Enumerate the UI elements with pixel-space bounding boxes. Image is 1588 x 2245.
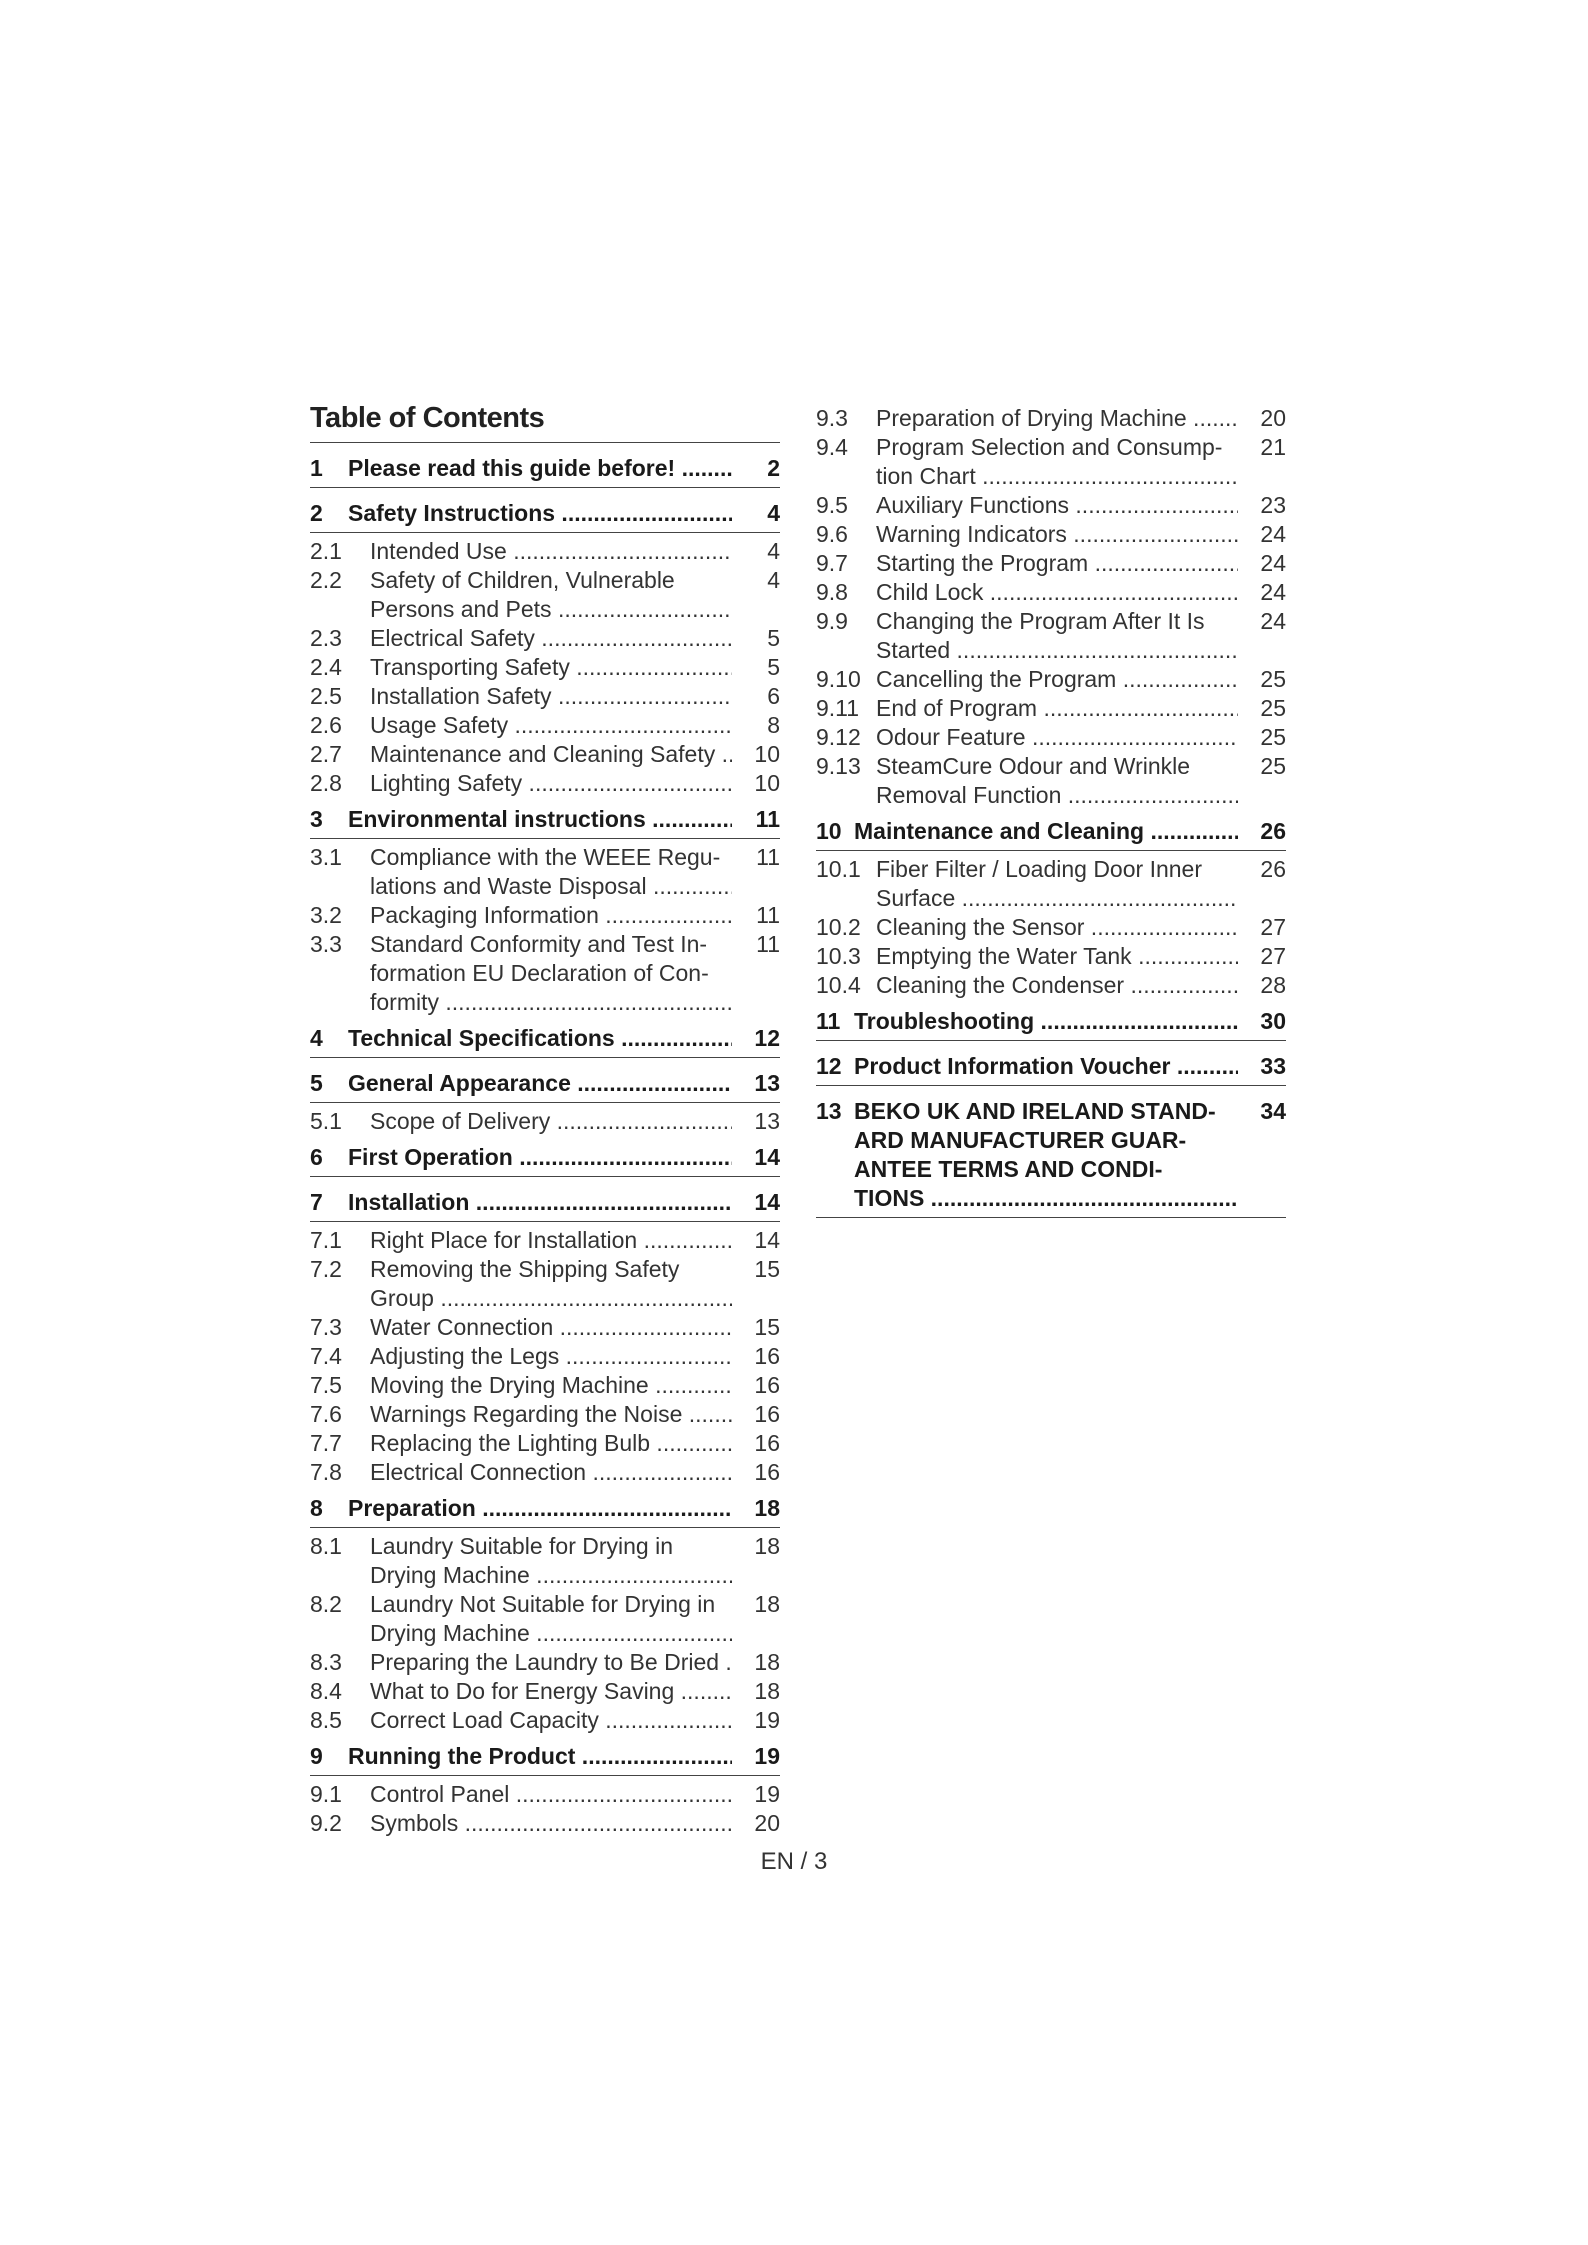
page-footer: EN / 3 bbox=[760, 1848, 828, 1875]
toc-section-entry[interactable] bbox=[310, 1226, 780, 1255]
toc-chapter-entry[interactable] bbox=[310, 1017, 780, 1058]
toc-chapter-entry[interactable] bbox=[310, 1735, 780, 1776]
entry-number: 9.10 bbox=[816, 666, 861, 692]
entry-page-number: 11 bbox=[756, 844, 780, 870]
toc-section-entry[interactable] bbox=[310, 1532, 780, 1590]
toc-section-entry[interactable] bbox=[816, 607, 1286, 665]
entry-number: 10.3 bbox=[816, 943, 861, 969]
entry-title bbox=[370, 682, 732, 711]
entry-number: 8.3 bbox=[310, 1649, 342, 1675]
entry-number: 7.4 bbox=[310, 1343, 342, 1369]
entry-title-line: Water Connection ..... bbox=[370, 1313, 732, 1342]
entry-page-number: 19 bbox=[754, 1781, 780, 1807]
entry-title-line: Installation Safety ..... bbox=[370, 682, 732, 711]
toc-section-entry[interactable] bbox=[816, 971, 1286, 1000]
entry-page-number: 26 bbox=[1260, 856, 1286, 882]
entry-title-line: Symbols ..... bbox=[370, 1809, 732, 1838]
entry-page-number: 18 bbox=[754, 1533, 780, 1559]
entry-title-line: What to Do for Energy Saving ..... bbox=[370, 1677, 732, 1706]
entry-title-line: Standard Conformity and Test In- bbox=[370, 931, 708, 957]
entry-title bbox=[370, 930, 732, 1017]
toc-chapter-entry[interactable] bbox=[310, 1136, 780, 1177]
entry-number: 9.8 bbox=[816, 579, 848, 605]
toc-section-entry[interactable] bbox=[816, 491, 1286, 520]
toc-section-entry[interactable] bbox=[816, 694, 1286, 723]
entry-number: 8.4 bbox=[310, 1678, 342, 1704]
entry-number: 7.8 bbox=[310, 1459, 342, 1485]
toc-section-entry[interactable] bbox=[310, 711, 780, 740]
entry-number: 11 bbox=[816, 1008, 841, 1034]
entry-title bbox=[876, 913, 1238, 942]
entry-title bbox=[370, 740, 732, 769]
entry-title bbox=[370, 1255, 732, 1313]
entry-title-line: Packaging Information ..... bbox=[370, 901, 732, 930]
entry-title-line: SteamCure Odour and Wrinkle bbox=[876, 753, 1191, 779]
entry-page-number: 8 bbox=[767, 712, 780, 738]
toc-section-entry[interactable] bbox=[310, 624, 780, 653]
entry-title-line: Adjusting the Legs ..... bbox=[370, 1342, 732, 1371]
toc-section-entry[interactable] bbox=[310, 740, 780, 769]
entry-page-number: 13 bbox=[754, 1108, 780, 1134]
entry-page-number: 20 bbox=[1260, 405, 1286, 431]
entry-title-line: Removing the Shipping Safety bbox=[370, 1256, 680, 1282]
entry-page-number: 11 bbox=[756, 902, 780, 928]
entry-title-line: Warning Indicators ..... bbox=[876, 520, 1238, 549]
entry-number: 9 bbox=[310, 1743, 323, 1769]
entry-title bbox=[370, 1400, 732, 1429]
toc-section-entry[interactable] bbox=[310, 1809, 780, 1838]
entry-number: 8 bbox=[310, 1495, 323, 1521]
entry-title bbox=[876, 404, 1238, 433]
entry-number: 9.1 bbox=[310, 1781, 342, 1807]
entry-page-number: 30 bbox=[1260, 1008, 1286, 1034]
toc-title: Table of Contents bbox=[310, 400, 780, 443]
entry-title-line: Intended Use ..... bbox=[370, 537, 732, 566]
entry-number: 7 bbox=[310, 1189, 323, 1215]
toc-section-entry[interactable] bbox=[310, 653, 780, 682]
entry-title-line: Auxiliary Functions ..... bbox=[876, 491, 1238, 520]
toc-section-entry[interactable] bbox=[816, 942, 1286, 971]
toc-section-entry[interactable] bbox=[816, 433, 1286, 491]
entry-title-line: ANTEE TERMS AND CONDI- bbox=[854, 1156, 1163, 1182]
toc-section-entry[interactable] bbox=[310, 682, 780, 711]
entry-number: 1 bbox=[310, 455, 323, 481]
entry-number: 3.1 bbox=[310, 844, 342, 870]
entry-title bbox=[854, 817, 1238, 846]
toc-section-entry[interactable] bbox=[310, 1590, 780, 1648]
entry-title bbox=[370, 769, 732, 798]
toc-right-column bbox=[816, 404, 1286, 1222]
toc-section-entry[interactable] bbox=[310, 1107, 780, 1136]
entry-title-line: Please read this guide before! ..... bbox=[348, 454, 732, 483]
entry-page-number: 18 bbox=[754, 1649, 780, 1675]
entry-title bbox=[348, 1742, 732, 1771]
toc-section-entry[interactable] bbox=[816, 578, 1286, 607]
entry-title-line: Correct Load Capacity ..... bbox=[370, 1706, 732, 1735]
toc-chapter-entry[interactable] bbox=[310, 1487, 780, 1528]
entry-title-line: Environmental instructions ..... bbox=[348, 805, 732, 834]
entry-title bbox=[876, 578, 1238, 607]
entry-title bbox=[370, 653, 732, 682]
entry-page-number: 4 bbox=[767, 500, 780, 526]
entry-page-number: 33 bbox=[1260, 1053, 1286, 1079]
entry-page-number: 6 bbox=[767, 683, 780, 709]
entry-number: 4 bbox=[310, 1025, 323, 1051]
entry-title bbox=[370, 537, 732, 566]
entry-number: 9.3 bbox=[816, 405, 848, 431]
entry-title-line: Electrical Connection ..... bbox=[370, 1458, 732, 1487]
entry-page-number: 20 bbox=[754, 1810, 780, 1836]
entry-title-line: Started ..... bbox=[876, 636, 1238, 665]
toc-list-left bbox=[310, 447, 780, 1838]
entry-number: 2.1 bbox=[310, 538, 342, 564]
entry-number: 3.2 bbox=[310, 902, 342, 928]
entry-page-number: 2 bbox=[767, 455, 780, 481]
toc-chapter-entry[interactable] bbox=[816, 1045, 1286, 1086]
toc-section-entry[interactable] bbox=[310, 1342, 780, 1371]
entry-number: 10 bbox=[816, 818, 842, 844]
entry-number: 2.2 bbox=[310, 567, 342, 593]
toc-chapter-entry[interactable] bbox=[310, 492, 780, 533]
entry-title-line: Drying Machine ..... bbox=[370, 1561, 732, 1590]
entry-title bbox=[876, 694, 1238, 723]
entry-title bbox=[348, 1494, 732, 1523]
entry-title bbox=[876, 752, 1238, 810]
entry-title bbox=[370, 1706, 732, 1735]
toc-section-entry[interactable] bbox=[310, 843, 780, 901]
toc-list-right bbox=[816, 404, 1286, 1218]
entry-title bbox=[854, 1097, 1238, 1213]
entry-title-line: Product Information Voucher ..... bbox=[854, 1052, 1238, 1081]
entry-title-line: Preparation ..... bbox=[348, 1494, 732, 1523]
entry-title bbox=[876, 665, 1238, 694]
entry-page-number: 19 bbox=[754, 1743, 780, 1769]
entry-page-number: 25 bbox=[1260, 753, 1286, 779]
entry-number: 7.7 bbox=[310, 1430, 342, 1456]
entry-number: 8.2 bbox=[310, 1591, 342, 1617]
entry-title-line: Odour Feature ..... bbox=[876, 723, 1238, 752]
entry-title bbox=[370, 843, 732, 901]
toc-left-column bbox=[310, 400, 780, 1838]
entry-page-number: 4 bbox=[767, 567, 780, 593]
entry-page-number: 4 bbox=[767, 538, 780, 564]
entry-number: 2 bbox=[310, 500, 323, 526]
entry-page-number: 5 bbox=[767, 654, 780, 680]
entry-page-number: 14 bbox=[754, 1144, 780, 1170]
toc-section-entry[interactable] bbox=[816, 665, 1286, 694]
entry-page-number: 27 bbox=[1260, 914, 1286, 940]
toc-section-entry[interactable] bbox=[816, 855, 1286, 913]
entry-title bbox=[370, 1107, 732, 1136]
entry-title bbox=[370, 1458, 732, 1487]
entry-title bbox=[370, 1648, 732, 1677]
entry-number: 7.5 bbox=[310, 1372, 342, 1398]
entry-title-line: Changing the Program After It Is bbox=[876, 608, 1205, 634]
toc-section-entry[interactable] bbox=[310, 769, 780, 798]
toc-section-entry[interactable] bbox=[310, 1706, 780, 1735]
entry-page-number: 16 bbox=[754, 1401, 780, 1427]
entry-title-line: Technical Specifications ..... bbox=[348, 1024, 732, 1053]
entry-number: 7.2 bbox=[310, 1256, 342, 1282]
entry-title-line: Electrical Safety ..... bbox=[370, 624, 732, 653]
entry-title-line: Safety Instructions ..... bbox=[348, 499, 732, 528]
entry-title bbox=[370, 1780, 732, 1809]
entry-number: 2.6 bbox=[310, 712, 342, 738]
entry-title bbox=[876, 971, 1238, 1000]
entry-title bbox=[348, 1069, 732, 1098]
toc-section-entry[interactable] bbox=[310, 537, 780, 566]
entry-page-number: 34 bbox=[1260, 1098, 1286, 1124]
toc-chapter-entry[interactable] bbox=[816, 810, 1286, 851]
toc-chapter-entry[interactable] bbox=[816, 1090, 1286, 1218]
entry-number: 12 bbox=[816, 1053, 842, 1079]
toc-section-entry[interactable] bbox=[310, 1780, 780, 1809]
entry-title-line: Scope of Delivery ..... bbox=[370, 1107, 732, 1136]
entry-title-line: Compliance with the WEEE Regu- bbox=[370, 844, 721, 870]
entry-title bbox=[876, 549, 1238, 578]
entry-title-line: General Appearance ..... bbox=[348, 1069, 732, 1098]
entry-title-line: Troubleshooting ..... bbox=[854, 1007, 1238, 1036]
entry-title bbox=[876, 433, 1238, 491]
entry-page-number: 25 bbox=[1260, 695, 1286, 721]
entry-page-number: 16 bbox=[754, 1343, 780, 1369]
entry-title bbox=[370, 1371, 732, 1400]
entry-number: 9.2 bbox=[310, 1810, 342, 1836]
toc-section-entry[interactable] bbox=[816, 520, 1286, 549]
entry-title-line: Control Panel ..... bbox=[370, 1780, 732, 1809]
entry-title bbox=[370, 1429, 732, 1458]
toc-section-entry[interactable] bbox=[310, 1677, 780, 1706]
entry-title-line: End of Program ..... bbox=[876, 694, 1238, 723]
entry-number: 10.2 bbox=[816, 914, 861, 940]
entry-title-line: Maintenance and Cleaning ..... bbox=[854, 817, 1238, 846]
entry-title-line: Program Selection and Consump- bbox=[876, 434, 1223, 460]
entry-title bbox=[370, 901, 732, 930]
entry-title-line: Preparing the Laundry to Be Dried ..... bbox=[370, 1648, 732, 1677]
entry-number: 3.3 bbox=[310, 931, 342, 957]
entry-title bbox=[876, 723, 1238, 752]
entry-title bbox=[348, 454, 732, 483]
entry-page-number: 23 bbox=[1260, 492, 1286, 518]
entry-page-number: 15 bbox=[754, 1256, 780, 1282]
toc-section-entry[interactable] bbox=[310, 1648, 780, 1677]
entry-number: 2.3 bbox=[310, 625, 342, 651]
entry-title-line: Running the Product ..... bbox=[348, 1742, 732, 1771]
entry-page-number: 21 bbox=[1260, 434, 1286, 460]
entry-page-number: 25 bbox=[1260, 666, 1286, 692]
entry-title bbox=[854, 1052, 1238, 1081]
entry-page-number: 27 bbox=[1260, 943, 1286, 969]
entry-title-line: Cleaning the Condenser ..... bbox=[876, 971, 1238, 1000]
toc-section-entry[interactable] bbox=[310, 901, 780, 930]
entry-title bbox=[370, 1226, 732, 1255]
entry-title bbox=[876, 491, 1238, 520]
toc-chapter-entry[interactable] bbox=[310, 1062, 780, 1103]
entry-title-line: First Operation ..... bbox=[348, 1143, 732, 1172]
entry-page-number: 18 bbox=[754, 1591, 780, 1617]
entry-number: 8.5 bbox=[310, 1707, 342, 1733]
entry-number: 7.3 bbox=[310, 1314, 342, 1340]
entry-title bbox=[876, 520, 1238, 549]
toc-section-entry[interactable] bbox=[310, 1313, 780, 1342]
entry-page-number: 12 bbox=[754, 1025, 780, 1051]
toc-chapter-entry[interactable] bbox=[310, 1181, 780, 1222]
entry-title bbox=[348, 805, 732, 834]
entry-number: 9.9 bbox=[816, 608, 848, 634]
entry-number: 10.4 bbox=[816, 972, 861, 998]
entry-page-number: 10 bbox=[754, 741, 780, 767]
entry-title-line: ARD MANUFACTURER GUAR- bbox=[854, 1127, 1187, 1153]
entry-page-number: 14 bbox=[754, 1227, 780, 1253]
entry-title-line: Lighting Safety ..... bbox=[370, 769, 732, 798]
entry-title-line: Replacing the Lighting Bulb ..... bbox=[370, 1429, 732, 1458]
entry-title bbox=[370, 1342, 732, 1371]
entry-title-line: Preparation of Drying Machine ..... bbox=[876, 404, 1238, 433]
toc-section-entry[interactable] bbox=[816, 752, 1286, 810]
entry-page-number: 14 bbox=[754, 1189, 780, 1215]
toc-section-entry[interactable] bbox=[310, 1255, 780, 1313]
entry-number: 9.7 bbox=[816, 550, 848, 576]
entry-title-line: Transporting Safety ..... bbox=[370, 653, 732, 682]
entry-page-number: 19 bbox=[754, 1707, 780, 1733]
entry-page-number: 24 bbox=[1260, 608, 1286, 634]
entry-number: 7.6 bbox=[310, 1401, 342, 1427]
entry-page-number: 13 bbox=[754, 1070, 780, 1096]
toc-section-entry[interactable] bbox=[310, 930, 780, 1017]
entry-number: 2.8 bbox=[310, 770, 342, 796]
entry-title-line: Cleaning the Sensor ..... bbox=[876, 913, 1238, 942]
toc-section-entry[interactable] bbox=[310, 1429, 780, 1458]
entry-title bbox=[370, 1532, 732, 1590]
toc-section-entry[interactable] bbox=[310, 1371, 780, 1400]
entry-title-line: Removal Function ..... bbox=[876, 781, 1238, 810]
entry-title-line: Persons and Pets ..... bbox=[370, 595, 732, 624]
entry-number: 2.7 bbox=[310, 741, 342, 767]
entry-page-number: 24 bbox=[1260, 579, 1286, 605]
entry-title-line: Usage Safety ..... bbox=[370, 711, 732, 740]
toc-section-entry[interactable] bbox=[816, 549, 1286, 578]
entry-number: 2.4 bbox=[310, 654, 342, 680]
entry-title-line: Surface ..... bbox=[876, 884, 1238, 913]
entry-title bbox=[370, 711, 732, 740]
toc-section-entry[interactable] bbox=[816, 723, 1286, 752]
entry-page-number: 28 bbox=[1260, 972, 1286, 998]
entry-title-line: tion Chart ..... bbox=[876, 462, 1238, 491]
entry-number: 2.5 bbox=[310, 683, 342, 709]
entry-title bbox=[876, 855, 1238, 913]
entry-number: 6 bbox=[310, 1144, 323, 1170]
entry-number: 5 bbox=[310, 1070, 323, 1096]
entry-number: 10.1 bbox=[816, 856, 861, 882]
entry-title-line: Emptying the Water Tank ..... bbox=[876, 942, 1238, 971]
entry-title bbox=[370, 566, 732, 624]
entry-title-line: Safety of Children, Vulnerable bbox=[370, 567, 675, 593]
entry-title-line: TIONS ..... bbox=[854, 1184, 1238, 1213]
entry-title-line: Cancelling the Program ..... bbox=[876, 665, 1238, 694]
entry-number: 3 bbox=[310, 806, 323, 832]
entry-title-line: Drying Machine ..... bbox=[370, 1619, 732, 1648]
entry-page-number: 25 bbox=[1260, 724, 1286, 750]
toc-chapter-entry[interactable] bbox=[310, 447, 780, 488]
entry-title-line: Laundry Not Suitable for Drying in bbox=[370, 1591, 716, 1617]
entry-page-number: 16 bbox=[754, 1459, 780, 1485]
entry-title-line: Child Lock ..... bbox=[876, 578, 1238, 607]
toc-chapter-entry[interactable] bbox=[310, 798, 780, 839]
entry-page-number: 11 bbox=[756, 931, 780, 957]
entry-title-line: Moving the Drying Machine ..... bbox=[370, 1371, 732, 1400]
entry-page-number: 15 bbox=[754, 1314, 780, 1340]
toc-chapter-entry[interactable] bbox=[816, 1000, 1286, 1041]
entry-number: 9.5 bbox=[816, 492, 848, 518]
toc-section-entry[interactable] bbox=[310, 566, 780, 624]
entry-title bbox=[370, 1590, 732, 1648]
entry-title bbox=[370, 1677, 732, 1706]
entry-title-line: BEKO UK AND IRELAND STAND- bbox=[854, 1098, 1216, 1124]
entry-title-line: formity ..... bbox=[370, 988, 732, 1017]
entry-title-line: Installation ..... bbox=[348, 1188, 732, 1217]
entry-title-line: lations and Waste Disposal ..... bbox=[370, 872, 732, 901]
toc-section-entry[interactable] bbox=[310, 1458, 780, 1487]
entry-number: 9.6 bbox=[816, 521, 848, 547]
entry-page-number: 11 bbox=[755, 806, 780, 832]
entry-number: 9.12 bbox=[816, 724, 861, 750]
entry-title-line: formation EU Declaration of Con- bbox=[370, 960, 709, 986]
toc-section-entry[interactable] bbox=[310, 1400, 780, 1429]
entry-page-number: 24 bbox=[1260, 550, 1286, 576]
entry-title-line: Group ..... bbox=[370, 1284, 732, 1313]
entry-number: 9.4 bbox=[816, 434, 848, 460]
entry-title bbox=[370, 1809, 732, 1838]
entry-number: 8.1 bbox=[310, 1533, 342, 1559]
entry-page-number: 18 bbox=[754, 1495, 780, 1521]
entry-title-line: Right Place for Installation ..... bbox=[370, 1226, 732, 1255]
entry-title-line: Fiber Filter / Loading Door Inner bbox=[876, 856, 1202, 882]
entry-title bbox=[876, 942, 1238, 971]
entry-title bbox=[854, 1007, 1238, 1036]
entry-number: 7.1 bbox=[310, 1227, 342, 1253]
entry-title bbox=[370, 624, 732, 653]
entry-title-line: Laundry Suitable for Drying in bbox=[370, 1533, 673, 1559]
toc-section-entry[interactable] bbox=[816, 404, 1286, 433]
entry-number: 5.1 bbox=[310, 1108, 342, 1134]
entry-page-number: 16 bbox=[754, 1430, 780, 1456]
entry-title bbox=[348, 1188, 732, 1217]
entry-page-number: 16 bbox=[754, 1372, 780, 1398]
entry-number: 9.13 bbox=[816, 753, 861, 779]
entry-number: 13 bbox=[816, 1098, 842, 1124]
entry-title-line: Maintenance and Cleaning Safety ..... bbox=[370, 740, 732, 769]
entry-title bbox=[348, 499, 732, 528]
entry-page-number: 18 bbox=[754, 1678, 780, 1704]
entry-title bbox=[348, 1024, 732, 1053]
entry-page-number: 5 bbox=[767, 625, 780, 651]
entry-title-line: Starting the Program ..... bbox=[876, 549, 1238, 578]
entry-title bbox=[876, 607, 1238, 665]
entry-page-number: 10 bbox=[754, 770, 780, 796]
entry-page-number: 24 bbox=[1260, 521, 1286, 547]
toc-section-entry[interactable] bbox=[816, 913, 1286, 942]
entry-title-line: Warnings Regarding the Noise ..... bbox=[370, 1400, 732, 1429]
entry-title bbox=[370, 1313, 732, 1342]
entry-title bbox=[348, 1143, 732, 1172]
entry-page-number: 26 bbox=[1260, 818, 1286, 844]
entry-number: 9.11 bbox=[816, 695, 860, 721]
